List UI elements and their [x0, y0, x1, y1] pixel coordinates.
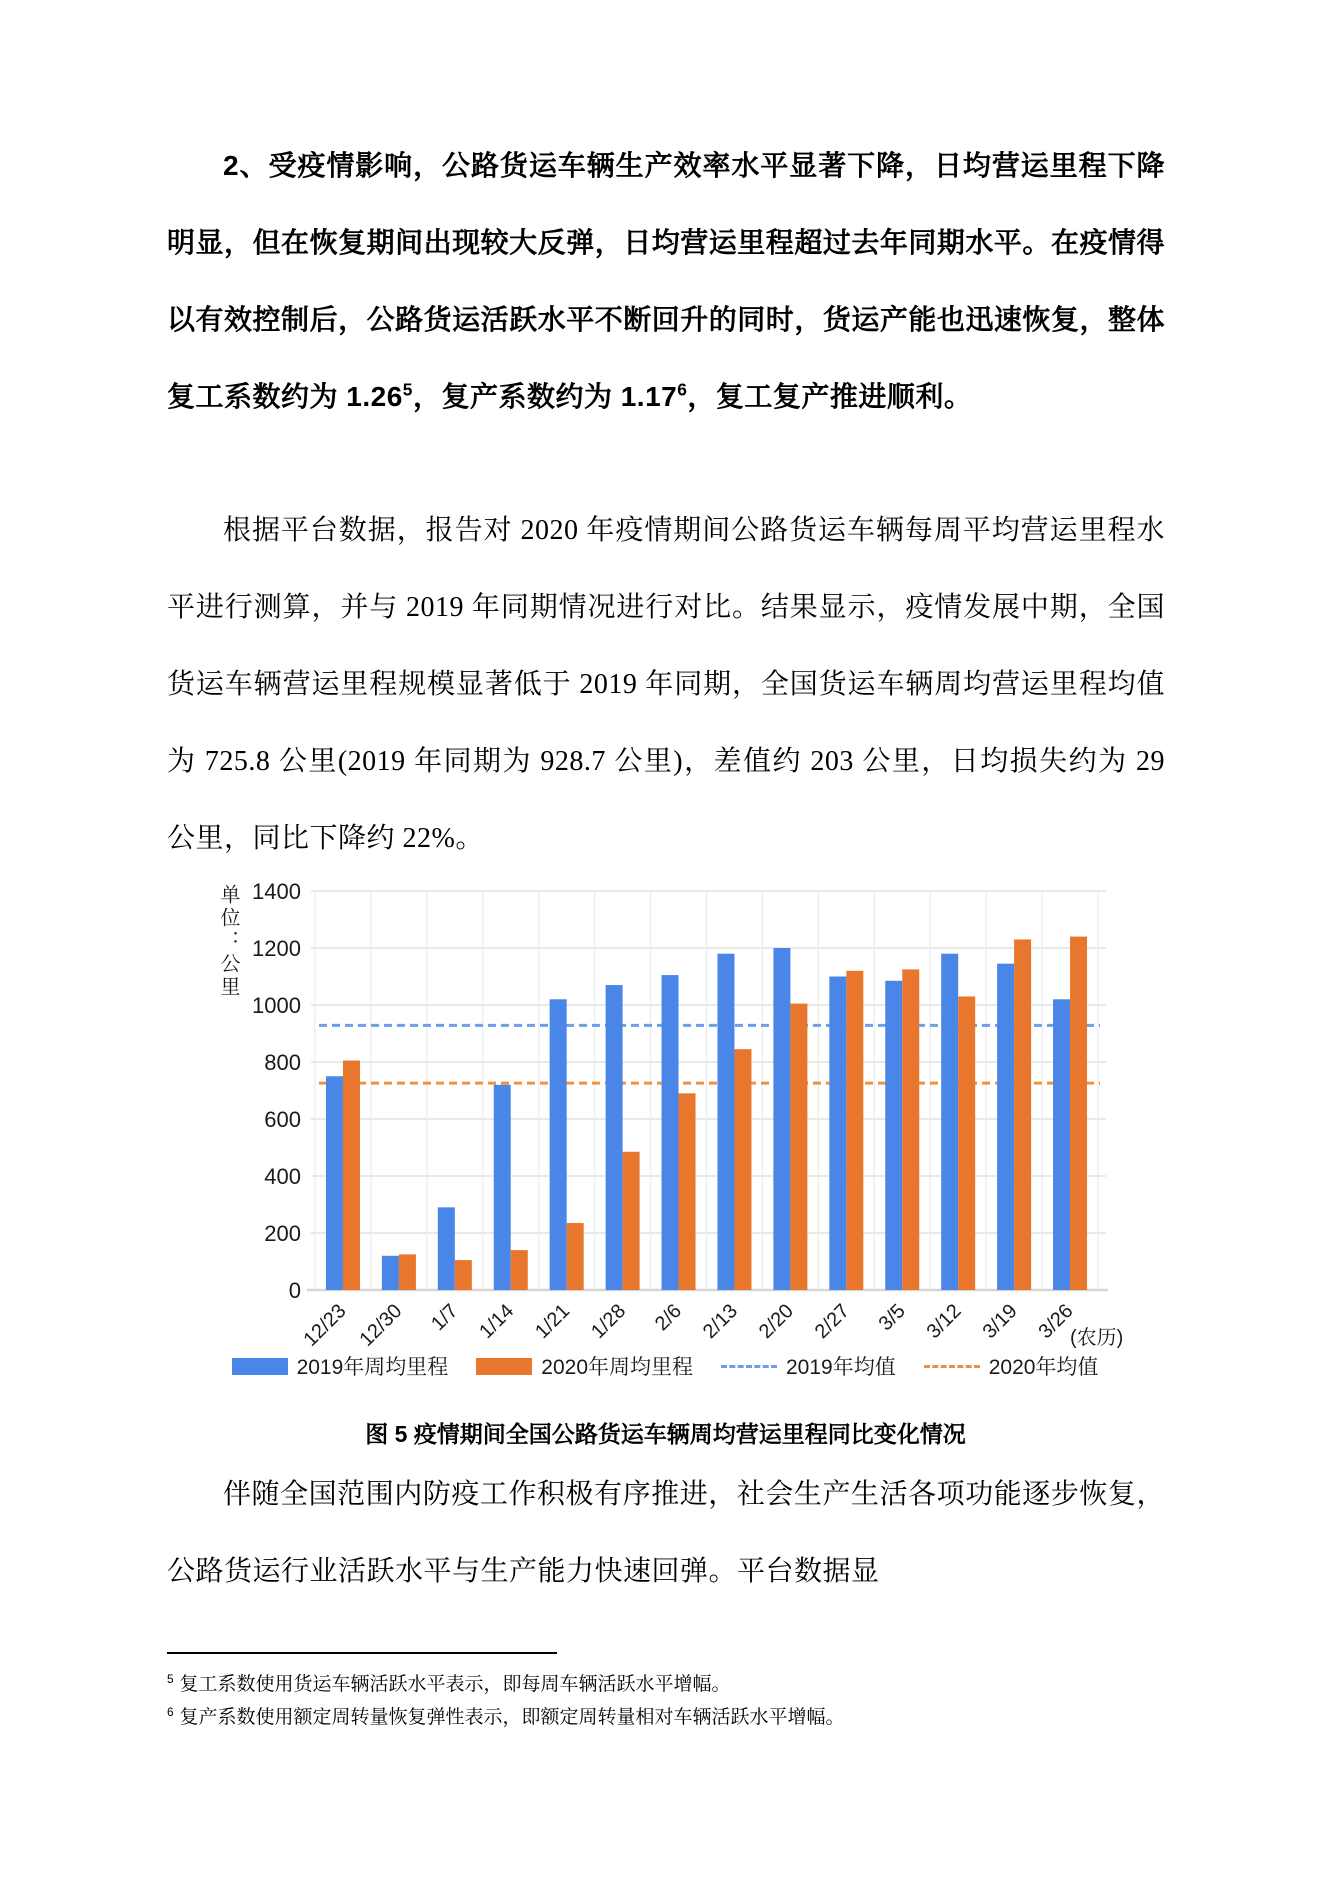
bar-2019年周均里程-3/5 [885, 981, 902, 1290]
bar-2020年周均里程-1/28 [623, 1152, 640, 1290]
x-tick-label: 3/26 [1034, 1299, 1078, 1344]
x-tick-label: 1/14 [475, 1299, 519, 1344]
paragraph-2-text: 根据平台数据，报告对 2020 年疫情期间公路货运车辆每周平均营运里程水平进行测算，并与 2019 年同期情况进行对比。结果显示，疫情发展中期，全国货运车辆营运里程规模显著低于 2019 年同期，全国货运车辆周均营运里程均值为 725.8 公里(2019 年同期为 928.7 公里)，差值约 203 公里，日均损失约为 29 公里，同比下降约 22%。 [167, 515, 1165, 854]
bar-2020年周均里程-1/14 [511, 1250, 528, 1290]
bar-2020年周均里程-3/26 [1070, 937, 1087, 1290]
bar-2019年周均里程-2/13 [717, 954, 734, 1290]
figure-caption: 图 5 疫情期间全国公路货运车辆周均营运里程同比变化情况 [365, 1421, 966, 1447]
y-tick-label: 600 [264, 1107, 301, 1132]
footnote-5 [167, 1668, 1167, 1701]
x-tick-label: 2/13 [698, 1299, 742, 1344]
legend-series-2019年周均里程 [232, 1351, 449, 1381]
bar-2020年周均里程-3/19 [1014, 939, 1031, 1290]
footnote-5-marker: 5 [167, 1672, 174, 1686]
footnote-ref-5: 5 [402, 379, 413, 400]
bar-2019年周均里程-2/6 [662, 975, 679, 1290]
footnote-ref-6: 6 [677, 379, 688, 400]
y-tick-label: 1000 [252, 993, 301, 1018]
legend-series-2020年周均里程-swatch [476, 1358, 532, 1375]
x-tick-label: 3/19 [978, 1299, 1022, 1344]
legend-meanline-2019年均值-swatch [721, 1365, 777, 1368]
bar-2019年周均里程-12/23 [326, 1076, 343, 1290]
x-tick-label: 12/30 [355, 1299, 407, 1351]
legend-series-2019年周均里程-swatch [232, 1358, 288, 1375]
bar-2019年周均里程-2/20 [773, 948, 790, 1290]
bar-2019年周均里程-3/19 [997, 964, 1014, 1290]
footnote-6 [167, 1701, 1167, 1734]
paragraph-1 [167, 127, 1165, 435]
bar-2019年周均里程-1/28 [606, 985, 623, 1290]
x-tick-label: 2/27 [810, 1299, 854, 1344]
paragraph-1-segment-c: ，复工复产推进顺利。 [687, 381, 973, 412]
bar-2020年周均里程-3/12 [958, 996, 975, 1290]
legend-meanline-2020年均值 [924, 1351, 1099, 1381]
x-tick-label: 1/28 [587, 1299, 631, 1344]
x-tick-label: 3/12 [922, 1299, 966, 1344]
bar-2020年周均里程-2/13 [734, 1049, 751, 1290]
legend-series-2019年周均里程-label: 2019年周均里程 [296, 1356, 449, 1379]
footnote-separator [167, 1652, 557, 1654]
y-tick-label: 200 [264, 1221, 301, 1246]
legend-meanline-2019年均值-label: 2019年均值 [786, 1356, 896, 1379]
paragraph-1-segment-b: ，复产系数约为 1.17 [412, 381, 678, 412]
bar-2019年周均里程-3/12 [941, 954, 958, 1290]
y-axis-unit-label: 单位：公里 [217, 884, 239, 999]
bar-2020年周均里程-2/6 [679, 1093, 696, 1290]
footnote-6-text: 复产系数使用额定周转量恢复弹性表示，即额定周转量相对车辆活跃水平增幅。 [179, 1707, 845, 1728]
bar-chart [165, 860, 1155, 1400]
bar-2019年周均里程-1/21 [550, 999, 567, 1290]
paragraph-3-text: 伴随全国范围内防疫工作积极有序推进，社会生产生活各项功能逐步恢复，公路货运行业活跃水平与生产能力快速回弹。平台数据显 [167, 1479, 1165, 1587]
paragraph-1-segment-a: 2、受疫情影响，公路货运车辆生产效率水平显著下降，日均营运里程下降明显，但在恢复期间出现较大反弹，日均营运里程超过去年同期水平。在疫情得以有效控制后，公路货运活跃水平不断回升的同时，货运产能也迅速恢复，整体复工系数约为 1.26 [167, 150, 1165, 412]
x-axis-suffix-label: (农历) [1070, 1327, 1124, 1349]
x-tick-label: 2/6 [650, 1299, 687, 1336]
y-tick-label: 1400 [252, 879, 301, 904]
bar-2019年周均里程-3/26 [1053, 999, 1070, 1290]
legend-meanline-2020年均值-swatch [924, 1365, 980, 1368]
x-tick-label: 12/23 [299, 1299, 351, 1351]
paragraph-3 [167, 1456, 1165, 1610]
x-tick-label: 2/20 [754, 1299, 798, 1344]
footnote-6-marker: 6 [167, 1705, 174, 1719]
bar-2020年周均里程-2/20 [790, 1004, 807, 1290]
legend-series-2020年周均里程 [476, 1351, 693, 1381]
y-tick-label: 1200 [252, 936, 301, 961]
x-tick-label: 1/21 [531, 1299, 575, 1344]
bar-2020年周均里程-2/27 [846, 971, 863, 1290]
chart-legend [170, 1351, 1160, 1381]
y-tick-label: 0 [288, 1278, 301, 1303]
legend-series-2020年周均里程-label: 2020年周均里程 [541, 1356, 693, 1379]
bar-2019年周均里程-1/7 [438, 1207, 455, 1290]
bar-2020年周均里程-12/23 [343, 1061, 360, 1290]
bar-2019年周均里程-2/27 [829, 977, 846, 1291]
legend-meanline-2019年均值 [721, 1351, 896, 1381]
bar-2020年周均里程-1/21 [567, 1223, 584, 1290]
x-tick-label: 3/5 [874, 1299, 910, 1336]
bar-2019年周均里程-1/14 [494, 1085, 511, 1290]
y-tick-label: 400 [264, 1164, 301, 1189]
bar-2019年周均里程-12/30 [382, 1256, 399, 1290]
footnote-5-text: 复工系数使用货运车辆活跃水平表示，即每周车辆活跃水平增幅。 [179, 1674, 731, 1695]
x-tick-label: 1/7 [427, 1299, 463, 1336]
bar-2020年周均里程-3/5 [902, 969, 919, 1290]
legend-meanline-2020年均值-label: 2020年均值 [988, 1356, 1099, 1379]
paragraph-1-text [167, 127, 1165, 435]
footnotes [167, 1668, 1167, 1734]
bar-2020年周均里程-12/30 [399, 1254, 416, 1290]
y-tick-label: 800 [264, 1050, 301, 1075]
paragraph-2 [167, 492, 1165, 877]
bar-2020年周均里程-1/7 [455, 1260, 472, 1290]
